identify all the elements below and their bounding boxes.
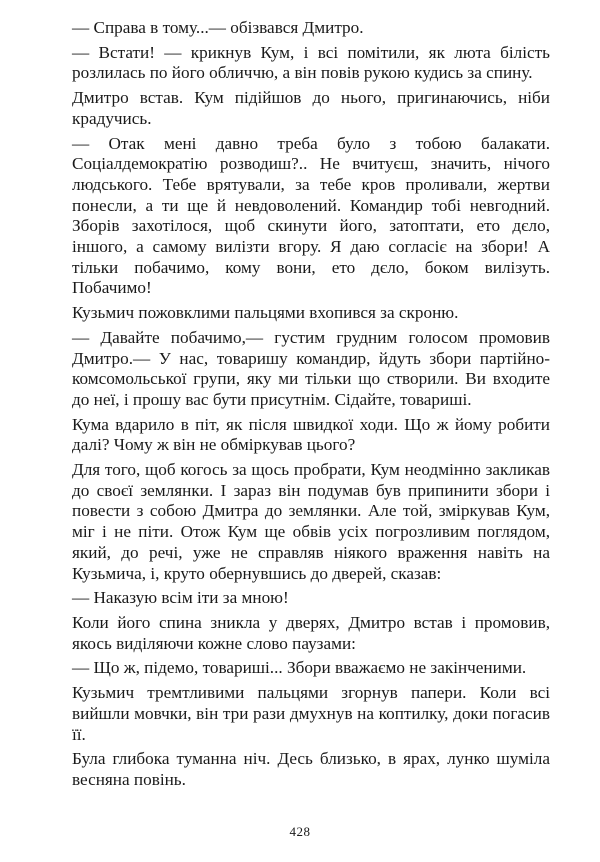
paragraph-1: — Справа в тому...— обізвався Дмитро. xyxy=(72,18,364,37)
page-number: 428 xyxy=(289,824,311,839)
body-text xyxy=(72,18,550,791)
paragraph-7: Кума вдарило в піт, як після швидкої ходи. Що ж йому робити далі? Чому ж він не обміркував цього? xyxy=(72,414,550,455)
paragraph-6: — Давайте побачимо,— густим грудним голосом промовив Дмитро.— У нас, товаришу командир, йдуть збори партійно-комсомольської групи, яку ми тільки що створили. Ви входите до неї, і прошу вас бути присутнім. Сідайте, товариші. xyxy=(72,327,550,409)
paragraph-2: — Встати! — крикнув Кум, і всі помітили, як люта білість розлилась по його обличчю, а він повів рукою кудись за спину. xyxy=(72,42,550,83)
paragraph-5: Кузьмич пожовклими пальцями вхопився за скроню. xyxy=(72,303,459,323)
paragraph-8: Для того, щоб когось за щось пробрати, Кум неодмінно закликав до своєї землянки. І зараз він подумав був припинити збори і повести з собою Дмитра до землянки. Але той, зміркував Кум, міг і не піти. Отож Кум ще обвів усіх погрозливим поглядом, який, до речі, уже не справляв ніякого враження навіть на Кузьмича, і, круто обернувшись до дверей, сказав: xyxy=(72,460,550,583)
paragraph-13: Була глибока туманна ніч. Десь близько, в ярах, лунко шуміла весняна повінь. xyxy=(72,749,550,789)
paragraph-11: — Що ж, підемо, товариші... Збори вважаємо не закінченими. xyxy=(72,658,527,678)
paragraph-9: — Наказую всім іти за мною! xyxy=(72,588,289,608)
paragraph-10: Коли його спина зникла у дверях, Дмитро встав і промовив, якось виділяючи кожне слово паузами: xyxy=(72,612,550,653)
paragraph-3: Дмитро встав. Кум підійшов до нього, пригинаючись, ніби крадучись. xyxy=(72,88,550,128)
paragraph-4: — Отак мені давно треба було з тобою балакати. Соціалдемократію розводиш?.. Не вчитуєш, значить, нічого людського. Тебе врятували, за тебе кров проливали, жертви понесли, а ти ще й невдоволений. Командир тобі невгодний. Зборів захотілося, щоб скинути його, затоптати, ето дєло, іншого, а самому вилізти вгору. Я даю согласіє на збори! А тільки побачимо, кому вони, ето дєло, боком вилізуть. Побачимо! xyxy=(72,133,550,298)
paragraph-12: Кузьмич тремтливими пальцями згорнув папери. Коли всі вийшли мовчки, він три рази дмухнув на коптилку, доки погасив її. xyxy=(72,683,550,744)
